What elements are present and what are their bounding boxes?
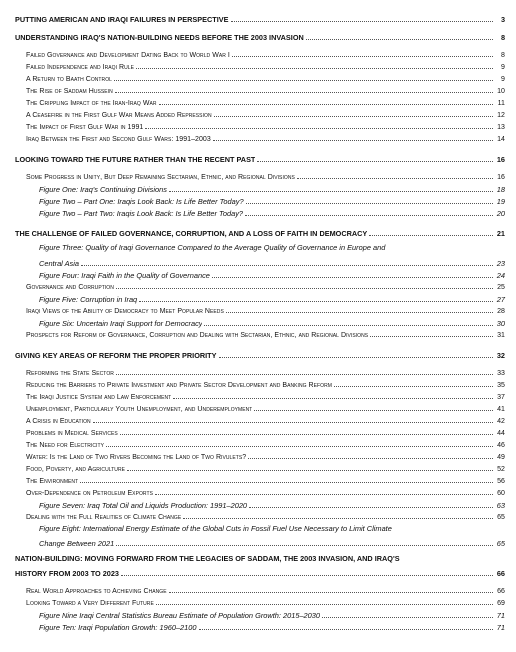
toc-leader-dots (219, 356, 494, 358)
toc-entry-title: Some Progress in Unity, But Deep Remaining Sectarian, Ethnic, and Regional Divisions (26, 174, 295, 181)
toc-leader-dots (155, 493, 493, 495)
toc-entry-figure[interactable] (39, 610, 505, 621)
toc-leader-dots (204, 324, 493, 326)
toc-entry-page: 30 (496, 319, 505, 328)
toc-entry-page: 23 (496, 259, 505, 268)
toc-leader-dots (169, 190, 493, 192)
toc-entry-subsection[interactable] (26, 368, 505, 379)
toc-entry-subsection[interactable] (26, 512, 505, 523)
toc-entry-page: 65 (497, 514, 505, 521)
toc-entry-title: Dealing with the Full Realities of Climate Change (26, 514, 182, 521)
toc-leader-dots (114, 79, 493, 81)
toc-entry-title: Problems in Medical Services (26, 430, 118, 437)
toc-entry-title: UNDERSTANDING IRAQ'S NATION-BUILDING NEEDS BEFORE THE 2003 INVASION (15, 33, 304, 42)
toc-entry-title: Figure Six: Uncertain Iraqi Support for Democracy (39, 319, 203, 328)
toc-entry-title: PUTTING AMERICAN AND IRAQI FAILURES IN PERSPECTIVE (15, 15, 229, 24)
toc-entry-figure[interactable] (39, 318, 505, 329)
toc-entry-subsection[interactable] (26, 110, 505, 121)
toc-leader-dots (369, 234, 493, 236)
toc-entry-section[interactable] (15, 32, 505, 43)
toc-entry-figure[interactable] (39, 294, 505, 305)
toc-entry-title: The Environment (26, 478, 79, 485)
toc-entry-subsection[interactable] (26, 98, 505, 109)
toc-entry-page: 3 (500, 15, 505, 24)
toc-entry-subsection[interactable] (26, 586, 505, 597)
toc-entry-title: The Crippling Impact of the Iran-Iraq War (26, 100, 157, 107)
toc-entry-page: 37 (497, 394, 505, 401)
toc-entry-page: 12 (497, 112, 505, 119)
toc-entry-page: 65 (496, 539, 505, 548)
toc-leader-dots (306, 38, 493, 40)
toc-entry-page: 69 (497, 600, 505, 607)
toc-entry-title: Prospects for Reform of Governance, Corruption and Dealing with Sectarian, Ethnic, and Regional Divisions (26, 332, 369, 339)
toc-entry-section[interactable] (15, 568, 505, 579)
toc-leader-dots (93, 421, 493, 423)
toc-entry-page: 8 (501, 52, 505, 59)
toc-entry-subsection[interactable] (26, 440, 505, 451)
toc-entry-page: 71 (496, 623, 505, 632)
toc-entry-page: 19 (496, 197, 505, 206)
toc-leader-dots (159, 103, 493, 105)
toc-entry-subsection[interactable] (26, 598, 505, 609)
toc-leader-dots (214, 115, 493, 117)
toc-entry-subsection[interactable] (26, 122, 505, 133)
toc-entry-page: 25 (497, 284, 505, 291)
toc-entry-page: 49 (497, 454, 505, 461)
toc-entry-section[interactable] (15, 350, 505, 361)
toc-leader-dots (106, 445, 493, 447)
toc-leader-dots (136, 67, 493, 69)
toc-leader-dots (212, 276, 493, 278)
toc-entry-title: Over-Dependence on Petroleum Exports (26, 490, 153, 497)
toc-entry-figure-line1[interactable]: Figure Three: Quality of Iraqi Governance Compared to the Average Quality of Governance in Europe and (39, 243, 386, 252)
toc-leader-dots (183, 517, 493, 519)
toc-leader-dots (169, 591, 493, 593)
toc-entry-subsection[interactable] (26, 306, 505, 317)
toc-entry-subsection[interactable] (26, 330, 505, 341)
toc-leader-dots (115, 91, 493, 93)
toc-entry-title: THE CHALLENGE OF FAILED GOVERNANCE, CORRUPTION, AND A LOSS OF FAITH IN DEMOCRACY (15, 229, 368, 238)
toc-entry-title: Failed Independence and Iraqi Rule (26, 64, 134, 71)
toc-entry-subsection[interactable] (26, 464, 505, 475)
toc-entry-title: Reforming the State Sector (26, 370, 114, 377)
toc-entry-section[interactable] (15, 228, 505, 239)
toc-entry-page: 9 (501, 76, 505, 83)
toc-entry-title: Figure Seven: Iraq Total Oil and Liquids Production: 1991–2020 (39, 501, 248, 510)
toc-leader-dots (173, 397, 493, 399)
toc-entry-title: Real World Approaches to Achieving Change (26, 588, 167, 595)
toc-entry-subsection[interactable] (26, 428, 505, 439)
toc-leader-dots (116, 544, 493, 546)
toc-leader-dots (232, 55, 493, 57)
toc-entry-title: Figure Two – Part One: Iraqis Look Back: Is Life Better Today? (39, 197, 244, 206)
toc-entry-title: Figure Two – Part Two: Iraqis Look Back: Is Life Better Today? (39, 209, 244, 218)
toc-entry-title: Food, Poverty, and Agriculture (26, 466, 125, 473)
toc-leader-dots (199, 628, 494, 630)
toc-entry-title: Figure Four: Iraqi Faith in the Quality of Governance (39, 271, 210, 280)
toc-leader-dots (139, 300, 493, 302)
toc-leader-dots (80, 481, 493, 483)
toc-entry-page: 27 (496, 295, 505, 304)
toc-leader-dots (370, 335, 493, 337)
toc-entry-page: 63 (496, 501, 505, 510)
toc-entry-title: A Ceasefire in the First Gulf War Means Added Repression (26, 112, 212, 119)
toc-entry-section-line1[interactable]: NATION-BUILDING: MOVING FORWARD FROM THE LEGACIES OF SADDAM, THE 2003 INVASION, AND IRAQ'S (15, 554, 400, 563)
toc-entry-page: 9 (501, 64, 505, 71)
toc-entry-title: Governance and Corruption (26, 284, 114, 291)
toc-entry-page: 32 (496, 351, 505, 360)
toc-entry-page: 14 (497, 136, 505, 143)
toc-entry-page: 16 (497, 174, 505, 181)
toc-entry-title: Iraqi Views of the Ability of Democracy to Meet Popular Needs (26, 308, 224, 315)
toc-entry-figure[interactable] (39, 196, 505, 207)
toc-entry-title: The Iraqi Justice System and Law Enforcement (26, 394, 172, 401)
toc-entry-title: Looking Toward a Very Different Future (26, 600, 154, 607)
toc-entry-page: 42 (497, 418, 505, 425)
toc-leader-dots (116, 373, 493, 375)
toc-entry-page: 16 (496, 155, 505, 164)
toc-entry-page: 33 (497, 370, 505, 377)
toc-entry-subsection[interactable] (26, 62, 505, 73)
toc-entry-page: 66 (497, 588, 505, 595)
toc-entry-page: 71 (496, 611, 505, 620)
toc-leader-dots (81, 264, 493, 266)
toc-entry-page: 21 (496, 229, 505, 238)
toc-leader-dots (246, 202, 493, 204)
toc-entry-title: Water: Is the Land of Two Rivers Becoming the Land of Two Rivulets? (26, 454, 247, 461)
toc-entry-section[interactable] (15, 154, 505, 165)
toc-entry-figure[interactable] (39, 208, 505, 219)
toc-entry-page: 41 (497, 406, 505, 413)
toc-entry-title: The Impact of First Gulf War in 1991 (26, 124, 144, 131)
toc-entry-title: Central Asia (39, 259, 79, 268)
toc-entry-figure[interactable] (39, 258, 505, 269)
toc-leader-dots (226, 311, 493, 313)
toc-entry-title: HISTORY FROM 2003 TO 2023 (15, 569, 119, 578)
toc-entry-page: 18 (496, 185, 505, 194)
toc-leader-dots (121, 574, 493, 576)
toc-entry-subsection[interactable] (26, 452, 505, 463)
toc-entry-page: 35 (497, 382, 505, 389)
toc-leader-dots (334, 385, 493, 387)
toc-entry-figure[interactable] (39, 622, 505, 633)
toc-entry-subsection[interactable] (26, 50, 505, 61)
toc-entry-subsection[interactable] (26, 74, 505, 85)
toc-leader-dots (127, 469, 493, 471)
toc-entry-subsection[interactable] (26, 476, 505, 487)
toc-leader-dots (322, 616, 493, 618)
toc-entry-subsection[interactable] (26, 134, 505, 145)
toc-entry-page: 28 (497, 308, 505, 315)
toc-leader-dots (231, 20, 493, 22)
toc-entry-figure[interactable] (39, 184, 505, 195)
toc-leader-dots (213, 139, 493, 141)
toc-entry-figure-line1[interactable]: Figure Eight: International Energy Estimate of the Global Cuts in Fossil Fuel Use Necessary to Limit Climate (39, 524, 392, 533)
toc-leader-dots (245, 214, 493, 216)
toc-entry-page: 8 (500, 33, 505, 42)
toc-leader-dots (120, 433, 493, 435)
toc-entry-title: Figure Ten: Iraqi Population Growth: 1960–2100 (39, 623, 197, 632)
toc-entry-title: Failed Governance and Development Dating Back to World War I (26, 52, 230, 59)
toc-entry-page: 13 (497, 124, 505, 131)
toc-entry-page: 66 (496, 569, 505, 578)
toc-entry-page: 31 (497, 332, 505, 339)
toc-entry-subsection[interactable] (26, 380, 505, 391)
toc-entry-subsection[interactable] (26, 488, 505, 499)
toc-leader-dots (248, 457, 493, 459)
toc-entry-title: A Crisis in Education (26, 418, 91, 425)
toc-entry-title: The Need for Electricity (26, 442, 104, 449)
toc-entry-title: Figure One: Iraq's Continuing Divisions (39, 185, 167, 194)
toc-entry-page: 46 (497, 442, 505, 449)
toc-entry-page: 20 (496, 209, 505, 218)
toc-leader-dots (257, 160, 493, 162)
toc-entry-subsection[interactable] (26, 404, 505, 415)
toc-entry-section[interactable] (15, 14, 505, 25)
toc-entry-page: 52 (497, 466, 505, 473)
toc-entry-figure[interactable] (39, 538, 505, 549)
toc-entry-subsection[interactable] (26, 86, 505, 97)
toc-leader-dots (116, 287, 493, 289)
toc-entry-page: 24 (496, 271, 505, 280)
toc-entry-subsection[interactable] (26, 282, 505, 293)
toc-entry-subsection[interactable] (26, 392, 505, 403)
toc-entry-title: The Rise of Saddam Hussein (26, 88, 113, 95)
toc-entry-page: 11 (497, 100, 505, 107)
toc-entry-figure[interactable] (39, 270, 505, 281)
toc-entry-title: Figure Nine Iraqi Central Statistics Bureau Estimate of Population Growth: 2015–2030 (39, 611, 320, 620)
toc-entry-page: 44 (497, 430, 505, 437)
toc-leader-dots (297, 177, 493, 179)
toc-entry-title: Reducing the Barriers to Private Investment and Private Sector Development and Banking Reform (26, 382, 332, 389)
toc-entry-title: Unemployment, Particularly Youth Unemployment, and Underemployment (26, 406, 253, 413)
toc-entry-subsection[interactable] (26, 172, 505, 183)
toc-entry-title: GIVING KEY AREAS OF REFORM THE PROPER PRIORITY (15, 351, 217, 360)
toc-leader-dots (249, 506, 493, 508)
toc-leader-dots (254, 409, 493, 411)
toc-entry-title: LOOKING TOWARD THE FUTURE RATHER THAN THE RECENT PAST (15, 155, 256, 164)
toc-entry-page: 10 (497, 88, 505, 95)
toc-entry-title: Figure Five: Corruption in Iraq (39, 295, 138, 304)
toc-entry-subsection[interactable] (26, 416, 505, 427)
toc-leader-dots (145, 127, 493, 129)
toc-leader-dots (156, 603, 493, 605)
toc-entry-figure[interactable] (39, 500, 505, 511)
toc-entry-page: 56 (497, 478, 505, 485)
toc-entry-title: Iraq Between the First and Second Gulf Wars: 1991–2003 (26, 136, 211, 143)
toc-entry-title: Change Between 2021 (39, 539, 115, 548)
toc-entry-page: 60 (497, 490, 505, 497)
toc-entry-title: A Return to Baath Control (26, 76, 112, 83)
